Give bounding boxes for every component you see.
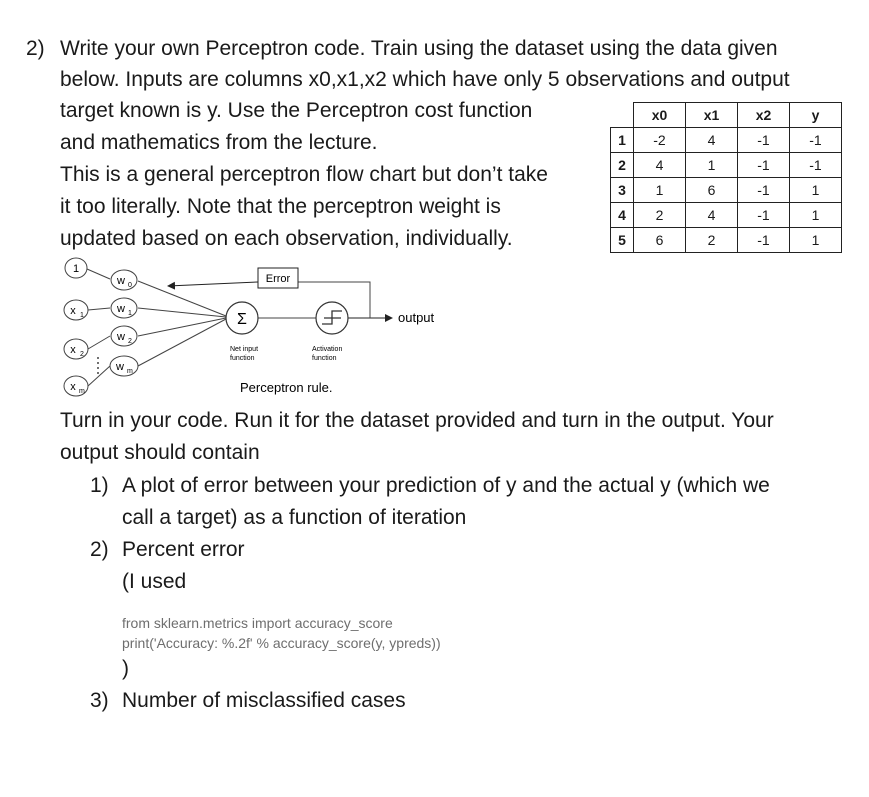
- row-index: 1: [611, 128, 634, 153]
- weight-label-wm: w: [116, 361, 124, 373]
- input-sub-xm: m: [79, 388, 85, 395]
- intro-line-3: target known is y. Use the Perceptron cost function: [60, 99, 533, 122]
- problem-number: 2): [26, 37, 45, 60]
- weight-sub-w1: 1: [128, 310, 132, 317]
- intro-line-5: This is a general perceptron flow chart but don’t take: [60, 163, 548, 186]
- sum-symbol: Σ: [237, 311, 247, 328]
- table-cell: 1: [790, 178, 842, 203]
- item-1-line-1: A plot of error between your prediction of y and the actual y (which we: [122, 474, 770, 497]
- row-index: 3: [611, 178, 634, 203]
- table-cell: -1: [790, 128, 842, 153]
- table-header-y: y: [790, 103, 842, 128]
- table-corner: [611, 103, 634, 128]
- item-2-number: 2): [90, 538, 109, 561]
- item-3-number: 3): [90, 689, 109, 712]
- weight-label-w1: w: [117, 303, 125, 315]
- table-cell: -1: [738, 203, 790, 228]
- table-cell: 6: [686, 178, 738, 203]
- table-header-row: [611, 103, 842, 128]
- input-sub-x2: 2: [80, 351, 84, 358]
- weight-sub-w0: 0: [128, 282, 132, 289]
- perceptron-diagram: [60, 256, 460, 402]
- table-cell: 1: [790, 203, 842, 228]
- intro-line-4: and mathematics from the lecture.: [60, 131, 378, 154]
- weight-label-w0: w: [117, 275, 125, 287]
- table-header-x0: x0: [634, 103, 686, 128]
- activation-label-1: Activation: [312, 346, 343, 353]
- weight-sub-wm: m: [127, 368, 133, 375]
- input-label-x1: x: [70, 305, 76, 317]
- row-index: 5: [611, 228, 634, 253]
- turn-in-line-1: Turn in your code. Run it for the dataset provided and turn in the output. Your: [60, 409, 774, 432]
- table-cell: 1: [686, 153, 738, 178]
- table-cell: -1: [738, 128, 790, 153]
- table-cell: 2: [634, 203, 686, 228]
- diagram-caption: Perceptron rule.: [240, 380, 333, 395]
- table-header-x1: x1: [686, 103, 738, 128]
- error-feedback-arrow: [168, 282, 258, 286]
- table-cell: 4: [686, 203, 738, 228]
- intro-line-7: updated based on each observation, individually.: [60, 227, 513, 250]
- intro-line-1: Write your own Perceptron code. Train using the dataset using the data given: [60, 37, 778, 60]
- row-index: 4: [611, 203, 634, 228]
- weight-nodes: [110, 270, 138, 376]
- weight-label-w2: w: [117, 331, 125, 343]
- net-input-label-1: Net input: [230, 346, 259, 353]
- table-cell: 1: [634, 178, 686, 203]
- input-label-xm: x: [70, 381, 76, 393]
- code-line-2: print('Accuracy: %.2f' % accuracy_score(y, ypreds)): [122, 635, 441, 651]
- table-cell: 4: [634, 153, 686, 178]
- input-label-x2: x: [70, 344, 76, 356]
- table-row: [611, 228, 842, 253]
- table-header-x2: x2: [738, 103, 790, 128]
- table-cell: 1: [790, 228, 842, 253]
- input-label-bias: 1: [72, 263, 80, 275]
- table-cell: 4: [686, 128, 738, 153]
- table-cell: 2: [686, 228, 738, 253]
- weight-sum-links: [138, 281, 226, 366]
- input-sub-x1: 1: [80, 312, 84, 319]
- item-2-line-2: (I used: [122, 570, 187, 593]
- net-input-label-2: function: [230, 355, 255, 362]
- item-3-line-1: Number of misclassified cases: [122, 689, 406, 712]
- table-row: [611, 128, 842, 153]
- table-row: [611, 203, 842, 228]
- table-row: [611, 153, 842, 178]
- table-cell: -1: [738, 228, 790, 253]
- output-label: output: [398, 310, 435, 325]
- item-1-number: 1): [90, 474, 109, 497]
- code-line-1: from sklearn.metrics import accuracy_score: [122, 615, 393, 631]
- weight-sub-w2: 2: [128, 338, 132, 345]
- table-cell: -2: [634, 128, 686, 153]
- input-nodes: [64, 258, 99, 396]
- table-cell: -1: [738, 153, 790, 178]
- turn-in-line-2: output should contain: [60, 441, 260, 464]
- close-paren: ): [122, 657, 129, 680]
- item-1-line-2: call a target) as a function of iteration: [122, 506, 467, 529]
- row-index: 2: [611, 153, 634, 178]
- activation-label-2: function: [312, 355, 337, 362]
- table-row: [611, 178, 842, 203]
- table-cell: -1: [790, 153, 842, 178]
- table-cell: -1: [738, 178, 790, 203]
- intro-line-6: it too literally. Note that the perceptron weight is: [60, 195, 501, 218]
- item-2-line-1: Percent error: [122, 538, 245, 561]
- dataset-table: [610, 102, 842, 253]
- intro-line-2: below. Inputs are columns x0,x1,x2 which have only 5 observations and output: [60, 68, 790, 91]
- table-cell: 6: [634, 228, 686, 253]
- error-label: Error: [265, 273, 291, 285]
